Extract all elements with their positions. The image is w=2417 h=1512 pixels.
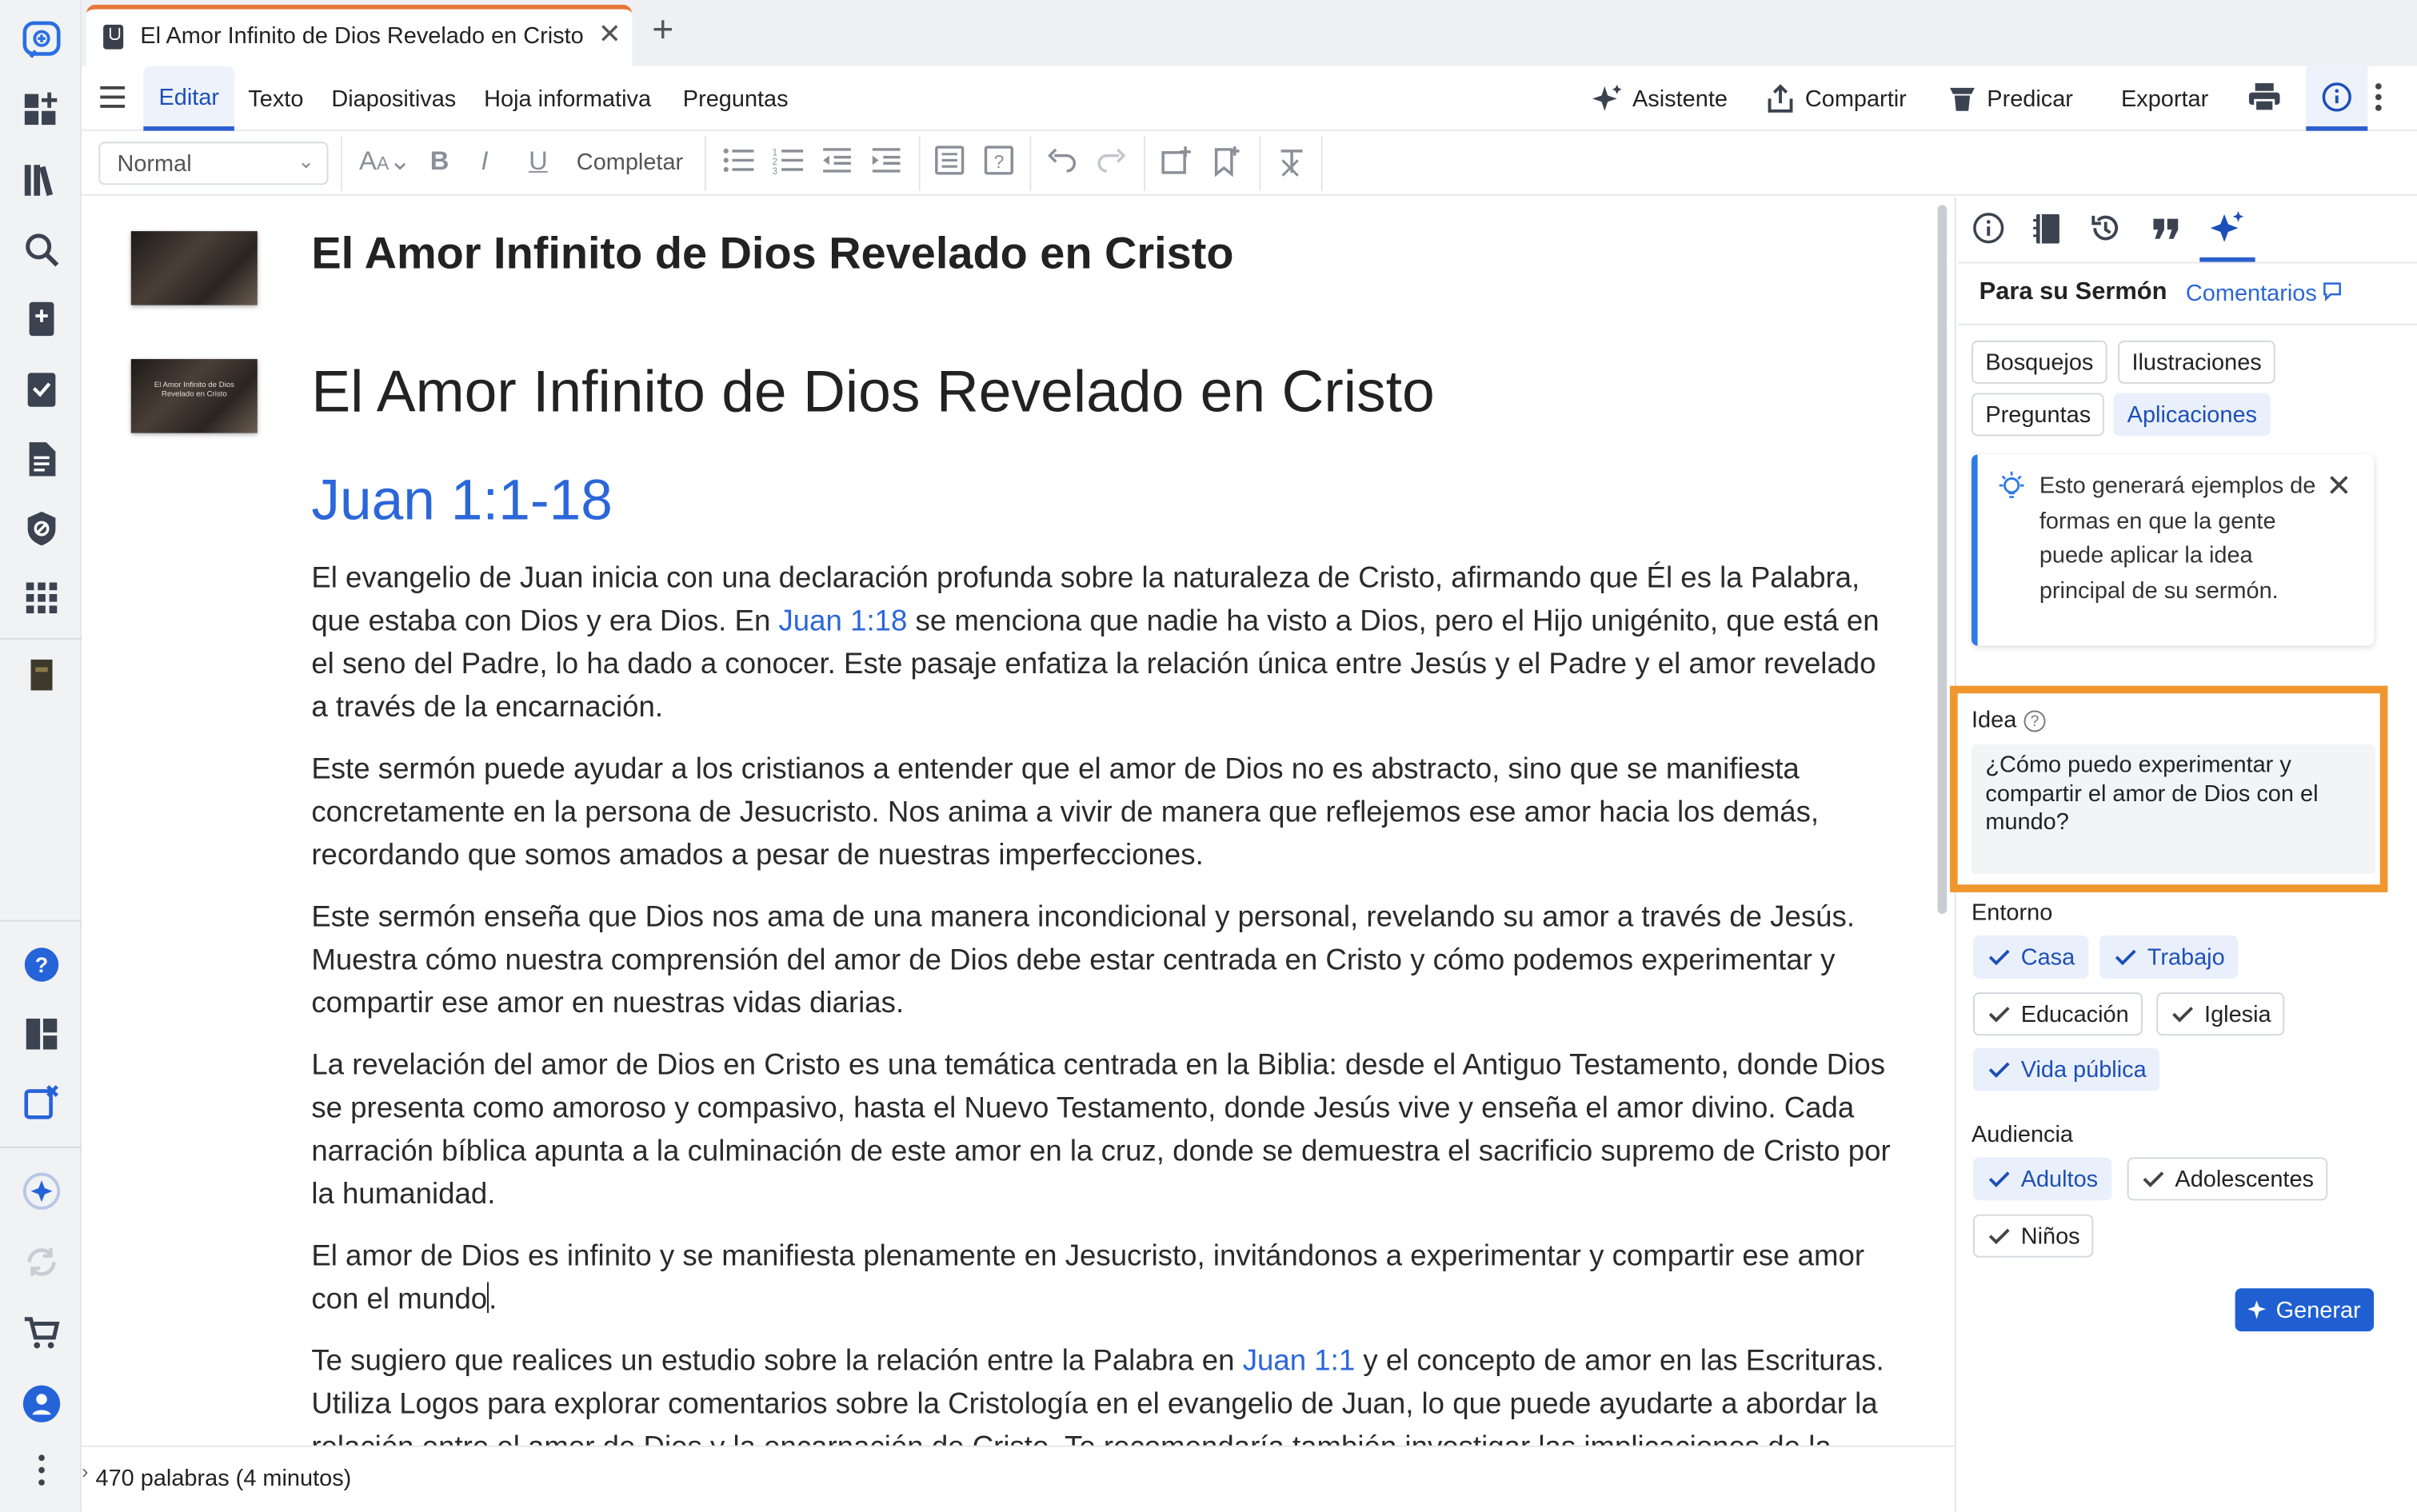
check-icon: [2171, 1002, 2195, 1027]
document-tab[interactable]: [86, 5, 632, 66]
undo-icon[interactable]: [1047, 148, 1078, 180]
scripture-reference[interactable]: Juan 1:1-18: [311, 468, 613, 532]
font-size-icon[interactable]: AA⌄: [359, 146, 411, 176]
paragraph-4: La revelación del amor de Dios en Cristo es una temática centrada en la Biblia: desde el Antiguo Testamento, donde Dios se presenta como amoroso y compasivo, hasta el Nuevo Testamento, donde Jesús vive y enseña el amor divino. Cada narración bíblica apunta a la culminación de este amor en la cruz, donde se demuestra el sacrificio supremo de Cristo por la humanidad.: [311, 1049, 1891, 1211]
svg-text:3: 3: [772, 166, 777, 177]
toggle-trabajo[interactable]: Trabajo: [2099, 936, 2239, 979]
slide-thumbnail-caption: El Amor Infinito de Dios Revelado en Cristo: [154, 381, 234, 400]
add-note-icon[interactable]: [20, 297, 63, 341]
tab-ilustraciones[interactable]: Ilustraciones: [2118, 341, 2275, 384]
close-tab-icon[interactable]: ✕: [597, 18, 621, 50]
sermon-builder-icon[interactable]: [20, 18, 63, 62]
tab-aplicaciones[interactable]: Aplicaciones: [2113, 393, 2271, 436]
completar-button[interactable]: Completar: [576, 149, 684, 176]
sparkle-icon: [1592, 83, 1624, 114]
idea-textarea[interactable]: ¿Cómo puedo experimentar y compartir el amor de Dios con el mundo?: [1972, 744, 2375, 874]
sermon-assistant-tab[interactable]: [2199, 197, 2255, 262]
check-icon: [2141, 1167, 2166, 1191]
insert-slide-icon[interactable]: [1161, 145, 1192, 183]
history-tab-icon[interactable]: [2087, 209, 2124, 246]
clear-formatting-icon[interactable]: [1276, 148, 1308, 183]
generate-button[interactable]: Generar: [2235, 1288, 2374, 1331]
apps-grid-icon[interactable]: [20, 576, 63, 620]
shield-icon[interactable]: [20, 507, 63, 550]
document-tab-title: El Amor Infinito de Dios Revelado en Cristo: [140, 22, 584, 50]
layout-icon[interactable]: [20, 1012, 63, 1055]
italic-icon[interactable]: I: [481, 146, 489, 176]
toggle-ninos[interactable]: Niños: [1973, 1215, 2094, 1258]
entorno-label: Entorno: [1972, 900, 2053, 927]
help-icon[interactable]: [20, 944, 63, 987]
paragraph-2: Este sermón puede ayudar a los cristianos a entender que el amor de Dios no es abstracto, sino que se manifiesta concretamente en la persona de Jesucristo. Nos anima a vivir de manera que reflejemos ese amor hacia los demás, recordando que somos amados a pesar de nuestras imperfecciones.: [311, 753, 1820, 872]
insert-question-icon[interactable]: [984, 145, 1015, 183]
tab-texto[interactable]: Texto: [248, 86, 304, 113]
slide-thumbnail-1[interactable]: [131, 231, 258, 305]
paragraph-style-value: Normal: [117, 150, 192, 178]
print-icon[interactable]: [2247, 82, 2281, 120]
more-icon[interactable]: [20, 1449, 63, 1492]
numbered-list-icon[interactable]: [773, 146, 804, 182]
tab-preguntas-panel[interactable]: Preguntas: [1972, 393, 2105, 436]
compartir-label: Compartir: [1804, 85, 1907, 112]
library-icon[interactable]: [20, 159, 63, 202]
idea-label: Idea: [1972, 707, 2017, 734]
scripture-link[interactable]: Juan 1:18: [778, 605, 908, 638]
hamburger-menu-icon[interactable]: [98, 85, 126, 117]
check-icon: [1987, 1002, 2012, 1027]
slide-thumbnail-2[interactable]: [131, 359, 258, 433]
toggle-casa[interactable]: Casa: [1973, 936, 2089, 979]
tab-editar[interactable]: [143, 66, 234, 131]
close-hint-icon[interactable]: ✕: [2326, 469, 2352, 505]
left-rail: [0, 0, 82, 1512]
paragraph-5: El amor de Dios es infinito y se manifiesta plenamente en Jesucristo, invitándonos a experimentar y compartir ese amor con el mundo .: [311, 1240, 1865, 1316]
asistente-button[interactable]: [1592, 83, 1728, 114]
comments-link[interactable]: Comentarios: [2186, 281, 2342, 307]
info-icon: [2322, 82, 2353, 113]
kebab-menu-icon[interactable]: [2372, 82, 2384, 120]
toggle-educacion[interactable]: Educación: [1973, 992, 2143, 1035]
sync-icon[interactable]: [20, 1240, 63, 1283]
close-panels-icon[interactable]: [20, 1080, 63, 1123]
cart-icon[interactable]: [20, 1311, 63, 1354]
toggle-iglesia[interactable]: Iglesia: [2156, 992, 2285, 1035]
document-icon[interactable]: [20, 437, 63, 481]
document-tab-icon: [103, 25, 123, 50]
toggle-adolescentes[interactable]: Adolescentes: [2127, 1157, 2328, 1200]
exportar-button[interactable]: Exportar: [2120, 86, 2209, 113]
book-cover-icon[interactable]: [20, 653, 63, 696]
paragraph-style-select[interactable]: [98, 142, 328, 185]
paragraph-6: Te sugiero que realices un estudio sobre la relación entre la Palabra en Juan 1:1 y el concepto de amor en las Escrituras. Utiliza Logos para explorar comentarios sobre la Cristología en el evangelio de Juan, lo que puede ayudarte a abordar la: [311, 1345, 1884, 1421]
info-hint-card: [1972, 455, 2374, 646]
predicar-button[interactable]: [1947, 83, 2073, 114]
tab-bosquejos[interactable]: Bosquejos: [1972, 341, 2107, 384]
document-title: El Amor Infinito de Dios Revelado en Cristo: [311, 229, 1234, 279]
paragraph-3: Este sermón enseña que Dios nos ama de una manera incondicional y personal, revelando su amor a través de Jesús. Muestra cómo nuestra comprensión del amor de Dios debe estar centrada en Cristo y cómo podemos experimentar y compartir ese amor en nuestras vidas diarias.: [311, 901, 1856, 1020]
sparkle-icon: [2248, 1299, 2270, 1321]
check-icon: [1987, 944, 2012, 969]
toggle-adultos[interactable]: Adultos: [1973, 1157, 2112, 1200]
status-bar: [82, 1446, 1955, 1512]
check-icon: [1987, 1167, 2012, 1191]
quote-tab-icon[interactable]: [2147, 209, 2184, 246]
idea-help-icon[interactable]: ?: [2024, 710, 2046, 732]
asistente-label: Asistente: [1632, 85, 1728, 112]
outdent-icon[interactable]: [821, 146, 853, 182]
search-icon[interactable]: [20, 228, 63, 271]
predicar-label: Predicar: [1987, 85, 2073, 112]
indent-icon[interactable]: [871, 146, 902, 182]
tab-hoja-informativa[interactable]: Hoja informativa: [484, 86, 652, 113]
hint-text: Esto generará ejemplos de formas en que la gente puede aplicar la idea principal de su sermón.: [2039, 473, 2316, 604]
tab-diapositivas[interactable]: Diapositivas: [331, 86, 457, 113]
compartir-button[interactable]: [1765, 83, 1907, 114]
check-icon: [1987, 1223, 2012, 1248]
new-tab-icon[interactable]: +: [652, 9, 674, 51]
svg-text:2: 2: [772, 158, 777, 168]
underline-icon[interactable]: U: [529, 146, 548, 176]
account-icon[interactable]: [20, 1382, 63, 1426]
audiencia-label: Audiencia: [1972, 1122, 2074, 1148]
editor-scrollbar[interactable]: [1938, 205, 1948, 914]
svg-text:?: ?: [34, 953, 49, 978]
panel-title: Para su Sermón: [1979, 278, 2167, 305]
dashboard-icon[interactable]: [20, 88, 63, 131]
svg-text:1: 1: [772, 148, 777, 158]
scripture-link[interactable]: Juan 1:1: [1242, 1345, 1356, 1378]
notebook-tab-icon[interactable]: [2028, 209, 2065, 246]
tab-preguntas[interactable]: Preguntas: [682, 86, 789, 113]
bullet-list-icon[interactable]: [723, 146, 754, 182]
comment-icon: [2323, 282, 2342, 301]
tab-editar-label: Editar: [158, 85, 220, 111]
expand-chevron-icon[interactable]: ›: [82, 1459, 89, 1483]
check-icon: [1987, 1057, 2012, 1082]
ai-sparkle-icon[interactable]: [20, 1170, 63, 1213]
sparkle-icon: [2211, 209, 2244, 243]
chevron-down-icon: ⌄: [298, 149, 315, 173]
bookmark-add-icon[interactable]: [1212, 145, 1243, 183]
info-toggle[interactable]: [2306, 66, 2367, 131]
checklist-icon[interactable]: [20, 369, 63, 412]
sermon-heading: El Amor Infinito de Dios Revelado en Cristo: [311, 360, 1435, 425]
check-icon: [2113, 944, 2138, 969]
share-icon: [1765, 83, 1796, 114]
lightbulb-icon: [1996, 470, 2027, 501]
word-count: 470 palabras (4 minutos): [95, 1465, 352, 1492]
info-tab-icon[interactable]: [1970, 209, 2007, 246]
svg-text:?: ?: [993, 151, 1005, 173]
redo-icon[interactable]: [1096, 148, 1127, 180]
paragraph-1: El evangelio de Juan inicia con una declaración profunda sobre la naturaleza de Cristo, afirmando que Él es la Palabra, que estaba con Dios y era Dios. En Juan 1:18 se menciona que nadie ha visto a Dios, pero el Hijo unigénito, que está en el seno del Padre, lo ha dado a conocer. Este pasaje enfatiza la relación única entre Jesús y el Padre y el amor revelado a través de la encarnación.: [311, 562, 1880, 724]
pulpit-icon: [1947, 83, 1978, 114]
bold-icon[interactable]: B: [429, 146, 449, 176]
insert-block-icon[interactable]: [934, 145, 965, 183]
toggle-vida-publica[interactable]: Vida pública: [1973, 1048, 2160, 1091]
